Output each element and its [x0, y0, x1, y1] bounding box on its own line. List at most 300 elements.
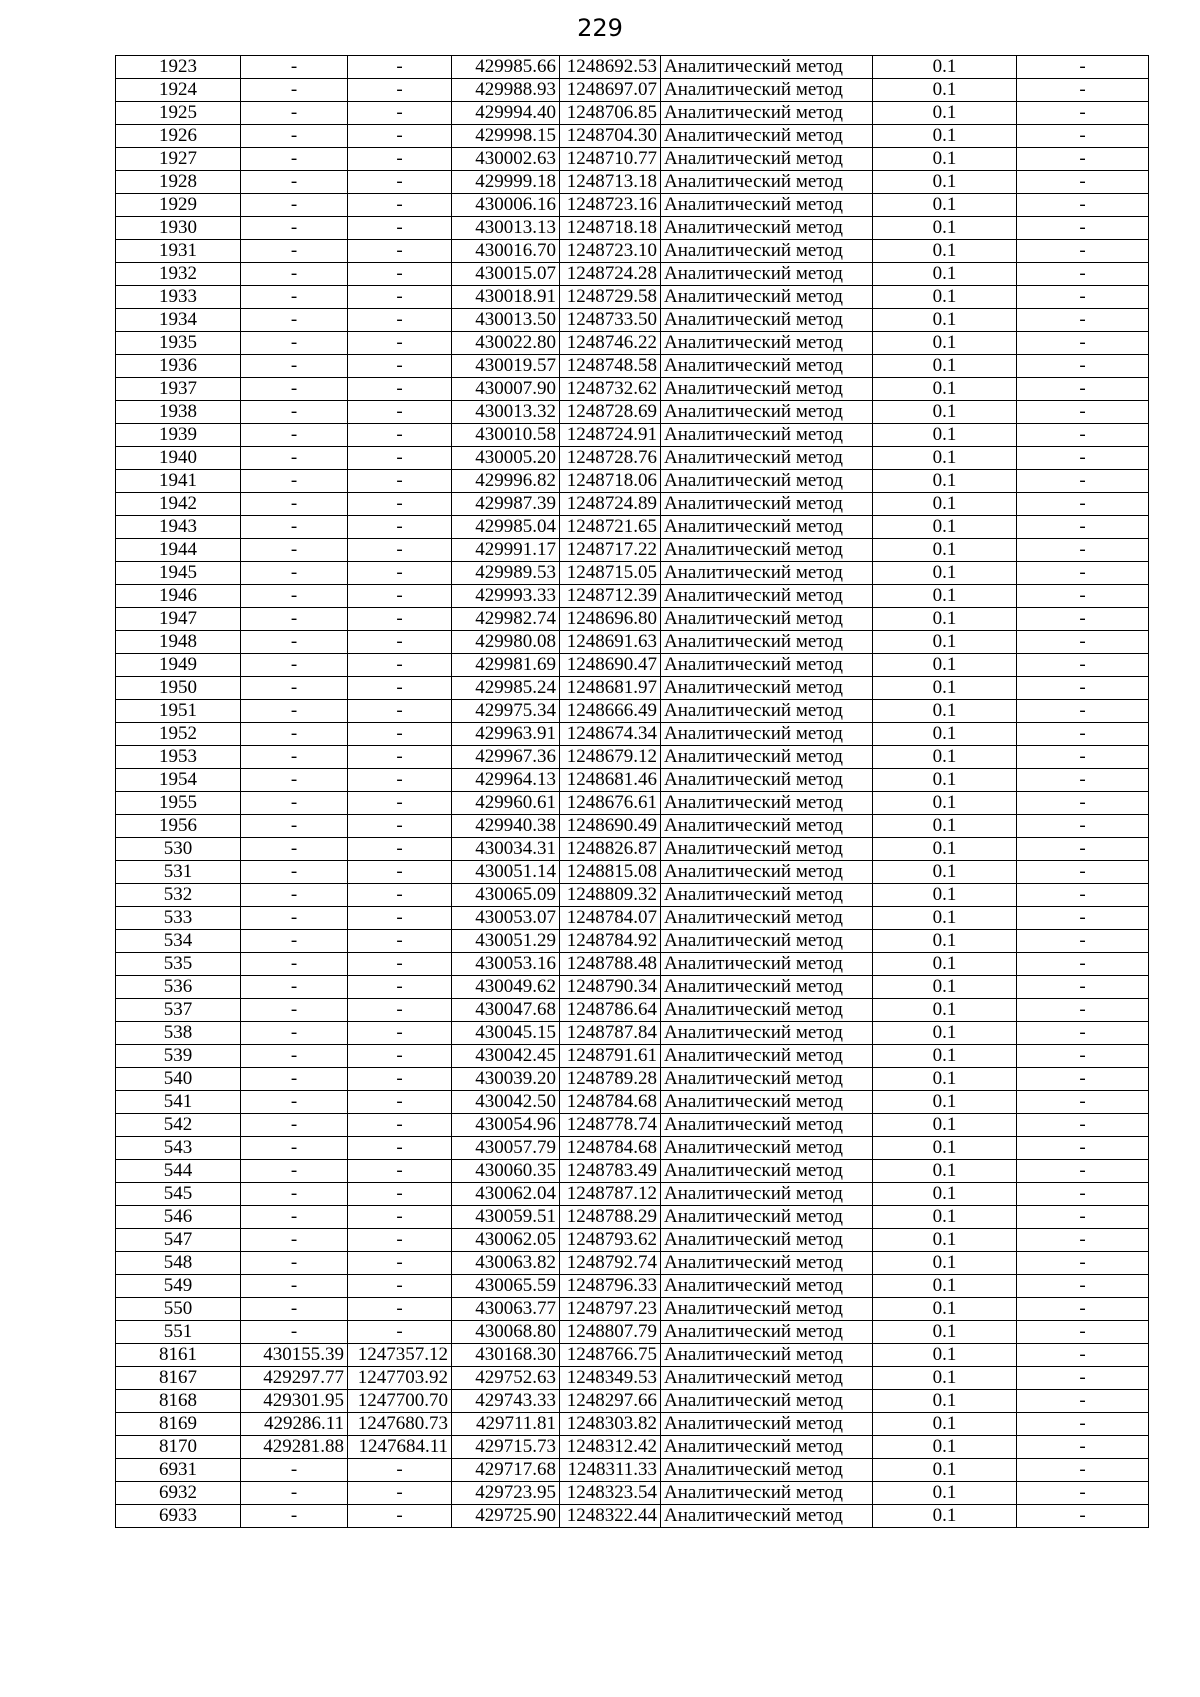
new-x-cell: 429967.36: [452, 746, 560, 769]
note-cell: -: [1017, 1390, 1149, 1413]
old-x-cell: -: [241, 953, 348, 976]
coordinates-table: [115, 55, 1149, 1528]
note-cell: -: [1017, 125, 1149, 148]
method-cell: Аналитический метод: [661, 493, 873, 516]
old-y-cell: -: [348, 171, 452, 194]
point-id-cell: 1954: [116, 769, 241, 792]
accuracy-cell: 0.1: [873, 654, 1017, 677]
method-cell: Аналитический метод: [661, 1229, 873, 1252]
accuracy-cell: 0.1: [873, 1114, 1017, 1137]
note-cell: -: [1017, 171, 1149, 194]
note-cell: -: [1017, 1160, 1149, 1183]
accuracy-cell: 0.1: [873, 1229, 1017, 1252]
new-x-cell: 430054.96: [452, 1114, 560, 1137]
old-x-cell: -: [241, 1321, 348, 1344]
new-y-cell: 1248797.23: [560, 1298, 661, 1321]
method-cell: Аналитический метод: [661, 1183, 873, 1206]
old-y-cell: -: [348, 1183, 452, 1206]
new-y-cell: 1248809.32: [560, 884, 661, 907]
accuracy-cell: 0.1: [873, 953, 1017, 976]
note-cell: -: [1017, 1413, 1149, 1436]
new-x-cell: 429985.66: [452, 56, 560, 79]
new-x-cell: 430051.29: [452, 930, 560, 953]
new-y-cell: 1248746.22: [560, 332, 661, 355]
table-row: [116, 1022, 1149, 1045]
new-x-cell: 430168.30: [452, 1344, 560, 1367]
new-x-cell: 430013.32: [452, 401, 560, 424]
old-y-cell: -: [348, 746, 452, 769]
table-row: [116, 700, 1149, 723]
new-y-cell: 1248713.18: [560, 171, 661, 194]
old-x-cell: -: [241, 79, 348, 102]
point-id-cell: 8161: [116, 1344, 241, 1367]
point-id-cell: 532: [116, 884, 241, 907]
new-x-cell: 430059.51: [452, 1206, 560, 1229]
accuracy-cell: 0.1: [873, 217, 1017, 240]
old-x-cell: -: [241, 539, 348, 562]
table-row: [116, 401, 1149, 424]
note-cell: -: [1017, 1298, 1149, 1321]
new-x-cell: 430034.31: [452, 838, 560, 861]
accuracy-cell: 0.1: [873, 815, 1017, 838]
old-y-cell: -: [348, 424, 452, 447]
new-y-cell: 1248676.61: [560, 792, 661, 815]
old-x-cell: -: [241, 194, 348, 217]
old-x-cell: -: [241, 102, 348, 125]
table-row: [116, 1390, 1149, 1413]
old-x-cell: -: [241, 171, 348, 194]
point-id-cell: 1933: [116, 286, 241, 309]
old-x-cell: -: [241, 861, 348, 884]
new-y-cell: 1248696.80: [560, 608, 661, 631]
old-y-cell: -: [348, 1045, 452, 1068]
old-x-cell: -: [241, 1482, 348, 1505]
accuracy-cell: 0.1: [873, 746, 1017, 769]
note-cell: -: [1017, 1206, 1149, 1229]
new-x-cell: 429964.13: [452, 769, 560, 792]
new-y-cell: 1248323.54: [560, 1482, 661, 1505]
old-y-cell: -: [348, 677, 452, 700]
old-y-cell: -: [348, 102, 452, 125]
table-row: [116, 1137, 1149, 1160]
new-x-cell: 429987.39: [452, 493, 560, 516]
point-id-cell: 538: [116, 1022, 241, 1045]
new-x-cell: 429717.68: [452, 1459, 560, 1482]
table-row: [116, 1298, 1149, 1321]
note-cell: -: [1017, 930, 1149, 953]
new-y-cell: 1248784.68: [560, 1137, 661, 1160]
old-y-cell: -: [348, 1229, 452, 1252]
point-id-cell: 1949: [116, 654, 241, 677]
old-y-cell: -: [348, 378, 452, 401]
new-y-cell: 1248748.58: [560, 355, 661, 378]
table-row: [116, 102, 1149, 125]
new-x-cell: 429999.18: [452, 171, 560, 194]
table-row: [116, 585, 1149, 608]
note-cell: -: [1017, 240, 1149, 263]
old-x-cell: -: [241, 1459, 348, 1482]
accuracy-cell: 0.1: [873, 1160, 1017, 1183]
old-y-cell: -: [348, 56, 452, 79]
new-y-cell: 1248790.34: [560, 976, 661, 999]
table-row: [116, 1436, 1149, 1459]
accuracy-cell: 0.1: [873, 700, 1017, 723]
old-y-cell: 1247703.92: [348, 1367, 452, 1390]
table-row: [116, 976, 1149, 999]
old-x-cell: -: [241, 1275, 348, 1298]
old-x-cell: -: [241, 654, 348, 677]
point-id-cell: 537: [116, 999, 241, 1022]
method-cell: Аналитический метод: [661, 585, 873, 608]
table-row: [116, 723, 1149, 746]
note-cell: -: [1017, 516, 1149, 539]
new-x-cell: 430013.50: [452, 309, 560, 332]
old-x-cell: -: [241, 562, 348, 585]
accuracy-cell: 0.1: [873, 401, 1017, 424]
accuracy-cell: 0.1: [873, 1505, 1017, 1528]
note-cell: -: [1017, 102, 1149, 125]
new-y-cell: 1248791.61: [560, 1045, 661, 1068]
accuracy-cell: 0.1: [873, 102, 1017, 125]
accuracy-cell: 0.1: [873, 1344, 1017, 1367]
old-y-cell: -: [348, 631, 452, 654]
method-cell: Аналитический метод: [661, 608, 873, 631]
point-id-cell: 1925: [116, 102, 241, 125]
old-x-cell: -: [241, 1160, 348, 1183]
note-cell: -: [1017, 1137, 1149, 1160]
old-y-cell: -: [348, 1091, 452, 1114]
old-y-cell: -: [348, 1160, 452, 1183]
table-row: [116, 355, 1149, 378]
point-id-cell: 1952: [116, 723, 241, 746]
table-row: [116, 1252, 1149, 1275]
point-id-cell: 1927: [116, 148, 241, 171]
note-cell: -: [1017, 746, 1149, 769]
accuracy-cell: 0.1: [873, 171, 1017, 194]
note-cell: -: [1017, 424, 1149, 447]
new-y-cell: 1248732.62: [560, 378, 661, 401]
new-x-cell: 429975.34: [452, 700, 560, 723]
old-x-cell: -: [241, 1252, 348, 1275]
note-cell: -: [1017, 861, 1149, 884]
accuracy-cell: 0.1: [873, 861, 1017, 884]
method-cell: Аналитический метод: [661, 424, 873, 447]
table-row: [116, 907, 1149, 930]
new-x-cell: 430065.59: [452, 1275, 560, 1298]
old-x-cell: -: [241, 792, 348, 815]
old-x-cell: -: [241, 470, 348, 493]
new-y-cell: 1248718.18: [560, 217, 661, 240]
method-cell: Аналитический метод: [661, 1298, 873, 1321]
point-id-cell: 541: [116, 1091, 241, 1114]
table-row: [116, 769, 1149, 792]
old-y-cell: -: [348, 1298, 452, 1321]
table-row: [116, 539, 1149, 562]
point-id-cell: 551: [116, 1321, 241, 1344]
new-x-cell: 429723.95: [452, 1482, 560, 1505]
accuracy-cell: 0.1: [873, 930, 1017, 953]
table-row: [116, 631, 1149, 654]
new-y-cell: 1248724.28: [560, 263, 661, 286]
new-x-cell: 430045.15: [452, 1022, 560, 1045]
point-id-cell: 544: [116, 1160, 241, 1183]
accuracy-cell: 0.1: [873, 56, 1017, 79]
new-x-cell: 430063.82: [452, 1252, 560, 1275]
note-cell: -: [1017, 286, 1149, 309]
new-y-cell: 1248789.28: [560, 1068, 661, 1091]
table-row: [116, 240, 1149, 263]
point-id-cell: 6933: [116, 1505, 241, 1528]
note-cell: -: [1017, 999, 1149, 1022]
accuracy-cell: 0.1: [873, 1275, 1017, 1298]
method-cell: Аналитический метод: [661, 516, 873, 539]
new-y-cell: 1248717.22: [560, 539, 661, 562]
note-cell: -: [1017, 1459, 1149, 1482]
new-x-cell: 430062.04: [452, 1183, 560, 1206]
point-id-cell: 545: [116, 1183, 241, 1206]
old-y-cell: -: [348, 1505, 452, 1528]
table-row: [116, 148, 1149, 171]
old-y-cell: -: [348, 1482, 452, 1505]
old-y-cell: -: [348, 493, 452, 516]
new-y-cell: 1248692.53: [560, 56, 661, 79]
old-x-cell: -: [241, 217, 348, 240]
old-x-cell: -: [241, 493, 348, 516]
new-y-cell: 1248718.06: [560, 470, 661, 493]
accuracy-cell: 0.1: [873, 470, 1017, 493]
accuracy-cell: 0.1: [873, 907, 1017, 930]
method-cell: Аналитический метод: [661, 838, 873, 861]
point-id-cell: 530: [116, 838, 241, 861]
method-cell: Аналитический метод: [661, 79, 873, 102]
table-row: [116, 608, 1149, 631]
new-y-cell: 1248679.12: [560, 746, 661, 769]
table-body: [116, 56, 1149, 1528]
point-id-cell: 1926: [116, 125, 241, 148]
old-y-cell: -: [348, 930, 452, 953]
new-x-cell: 430022.80: [452, 332, 560, 355]
new-y-cell: 1248297.66: [560, 1390, 661, 1413]
new-x-cell: 430051.14: [452, 861, 560, 884]
old-y-cell: -: [348, 1206, 452, 1229]
old-x-cell: -: [241, 999, 348, 1022]
point-id-cell: 1955: [116, 792, 241, 815]
note-cell: -: [1017, 148, 1149, 171]
old-x-cell: -: [241, 125, 348, 148]
old-x-cell: -: [241, 1298, 348, 1321]
note-cell: -: [1017, 1183, 1149, 1206]
old-x-cell: -: [241, 401, 348, 424]
new-y-cell: 1248721.65: [560, 516, 661, 539]
accuracy-cell: 0.1: [873, 332, 1017, 355]
old-y-cell: -: [348, 1252, 452, 1275]
new-x-cell: 429725.90: [452, 1505, 560, 1528]
method-cell: Аналитический метод: [661, 1252, 873, 1275]
note-cell: -: [1017, 332, 1149, 355]
old-x-cell: -: [241, 424, 348, 447]
method-cell: Аналитический метод: [661, 1022, 873, 1045]
new-y-cell: 1248691.63: [560, 631, 661, 654]
new-y-cell: 1248733.50: [560, 309, 661, 332]
point-id-cell: 1928: [116, 171, 241, 194]
method-cell: Аналитический метод: [661, 930, 873, 953]
table-row: [116, 263, 1149, 286]
old-y-cell: -: [348, 447, 452, 470]
new-y-cell: 1248788.48: [560, 953, 661, 976]
point-id-cell: 1937: [116, 378, 241, 401]
new-y-cell: 1248783.49: [560, 1160, 661, 1183]
table-row: [116, 1183, 1149, 1206]
note-cell: -: [1017, 1275, 1149, 1298]
old-x-cell: -: [241, 838, 348, 861]
old-x-cell: -: [241, 1068, 348, 1091]
accuracy-cell: 0.1: [873, 378, 1017, 401]
method-cell: Аналитический метод: [661, 769, 873, 792]
new-x-cell: 429980.08: [452, 631, 560, 654]
method-cell: Аналитический метод: [661, 1045, 873, 1068]
method-cell: Аналитический метод: [661, 102, 873, 125]
old-y-cell: -: [348, 792, 452, 815]
method-cell: Аналитический метод: [661, 171, 873, 194]
method-cell: Аналитический метод: [661, 309, 873, 332]
old-y-cell: -: [348, 516, 452, 539]
note-cell: -: [1017, 447, 1149, 470]
old-y-cell: -: [348, 309, 452, 332]
new-x-cell: 429991.17: [452, 539, 560, 562]
old-x-cell: 429301.95: [241, 1390, 348, 1413]
method-cell: Аналитический метод: [661, 401, 873, 424]
method-cell: Аналитический метод: [661, 723, 873, 746]
new-x-cell: 429743.33: [452, 1390, 560, 1413]
new-y-cell: 1248674.34: [560, 723, 661, 746]
new-y-cell: 1248787.12: [560, 1183, 661, 1206]
method-cell: Аналитический метод: [661, 907, 873, 930]
point-id-cell: 1945: [116, 562, 241, 585]
old-y-cell: 1247684.11: [348, 1436, 452, 1459]
note-cell: -: [1017, 1045, 1149, 1068]
table-row: [116, 332, 1149, 355]
table-row: [116, 930, 1149, 953]
method-cell: Аналитический метод: [661, 1068, 873, 1091]
point-id-cell: 1930: [116, 217, 241, 240]
method-cell: Аналитический метод: [661, 746, 873, 769]
old-x-cell: 430155.39: [241, 1344, 348, 1367]
method-cell: Аналитический метод: [661, 1114, 873, 1137]
note-cell: -: [1017, 654, 1149, 677]
note-cell: -: [1017, 56, 1149, 79]
new-y-cell: 1248793.62: [560, 1229, 661, 1252]
accuracy-cell: 0.1: [873, 355, 1017, 378]
old-x-cell: -: [241, 516, 348, 539]
table-row: [116, 999, 1149, 1022]
method-cell: Аналитический метод: [661, 148, 873, 171]
new-y-cell: 1248715.05: [560, 562, 661, 585]
accuracy-cell: 0.1: [873, 1022, 1017, 1045]
new-y-cell: 1248729.58: [560, 286, 661, 309]
new-y-cell: 1248784.68: [560, 1091, 661, 1114]
new-x-cell: 430042.45: [452, 1045, 560, 1068]
note-cell: -: [1017, 884, 1149, 907]
old-y-cell: -: [348, 1321, 452, 1344]
point-id-cell: 1946: [116, 585, 241, 608]
new-x-cell: 429994.40: [452, 102, 560, 125]
table-row: [116, 654, 1149, 677]
point-id-cell: 1942: [116, 493, 241, 516]
table-row: [116, 1160, 1149, 1183]
new-x-cell: 430065.09: [452, 884, 560, 907]
new-y-cell: 1248788.29: [560, 1206, 661, 1229]
accuracy-cell: 0.1: [873, 631, 1017, 654]
note-cell: -: [1017, 1482, 1149, 1505]
old-y-cell: -: [348, 861, 452, 884]
old-x-cell: -: [241, 286, 348, 309]
note-cell: -: [1017, 792, 1149, 815]
point-id-cell: 1948: [116, 631, 241, 654]
method-cell: Аналитический метод: [661, 539, 873, 562]
note-cell: -: [1017, 769, 1149, 792]
method-cell: Аналитический метод: [661, 976, 873, 999]
accuracy-cell: 0.1: [873, 1390, 1017, 1413]
table-row: [116, 1459, 1149, 1482]
table-row: [116, 1114, 1149, 1137]
method-cell: Аналитический метод: [661, 1482, 873, 1505]
new-y-cell: 1248666.49: [560, 700, 661, 723]
table-row: [116, 792, 1149, 815]
method-cell: Аналитический метод: [661, 1344, 873, 1367]
new-x-cell: 430060.35: [452, 1160, 560, 1183]
old-y-cell: -: [348, 562, 452, 585]
old-x-cell: -: [241, 907, 348, 930]
method-cell: Аналитический метод: [661, 1137, 873, 1160]
old-x-cell: -: [241, 148, 348, 171]
old-x-cell: -: [241, 1183, 348, 1206]
old-x-cell: -: [241, 309, 348, 332]
new-x-cell: 430016.70: [452, 240, 560, 263]
method-cell: Аналитический метод: [661, 999, 873, 1022]
point-id-cell: 6932: [116, 1482, 241, 1505]
accuracy-cell: 0.1: [873, 585, 1017, 608]
old-y-cell: -: [348, 125, 452, 148]
old-y-cell: -: [348, 953, 452, 976]
point-id-cell: 6931: [116, 1459, 241, 1482]
old-y-cell: -: [348, 815, 452, 838]
point-id-cell: 549: [116, 1275, 241, 1298]
old-y-cell: -: [348, 332, 452, 355]
new-x-cell: 430042.50: [452, 1091, 560, 1114]
method-cell: Аналитический метод: [661, 240, 873, 263]
method-cell: Аналитический метод: [661, 815, 873, 838]
old-x-cell: -: [241, 930, 348, 953]
new-y-cell: 1248766.75: [560, 1344, 661, 1367]
new-x-cell: 430039.20: [452, 1068, 560, 1091]
note-cell: -: [1017, 677, 1149, 700]
new-y-cell: 1248704.30: [560, 125, 661, 148]
table-row: [116, 1275, 1149, 1298]
new-y-cell: 1248792.74: [560, 1252, 661, 1275]
table-row: [116, 493, 1149, 516]
old-x-cell: -: [241, 240, 348, 263]
method-cell: Аналитический метод: [661, 1436, 873, 1459]
method-cell: Аналитический метод: [661, 953, 873, 976]
note-cell: -: [1017, 1252, 1149, 1275]
new-x-cell: 429981.69: [452, 654, 560, 677]
note-cell: -: [1017, 470, 1149, 493]
accuracy-cell: 0.1: [873, 148, 1017, 171]
table-row: [116, 125, 1149, 148]
table-row: [116, 1413, 1149, 1436]
accuracy-cell: 0.1: [873, 976, 1017, 999]
note-cell: -: [1017, 355, 1149, 378]
